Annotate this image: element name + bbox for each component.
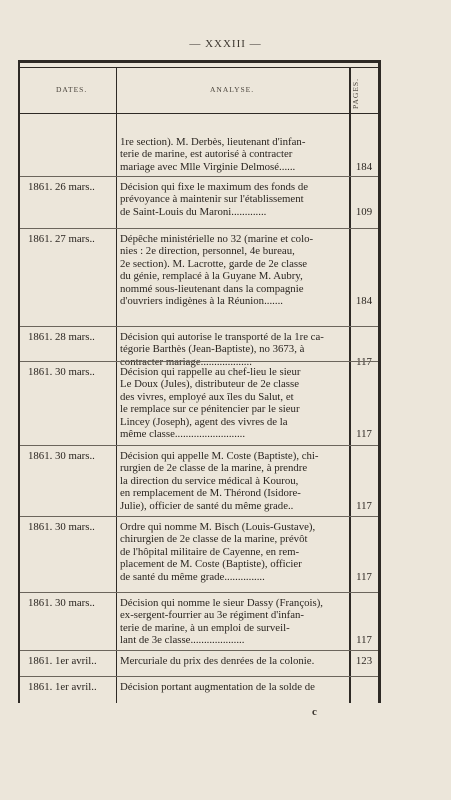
- analysis-line: le remplace sur ce pénitencier par le sieur: [120, 403, 300, 416]
- analysis-line: 2e section). M. Lacrotte, garde de 2e classe: [120, 257, 308, 270]
- entry-page: 109: [355, 205, 373, 218]
- entry-page: 123: [355, 655, 373, 667]
- row-divider: [20, 228, 378, 229]
- entry-date: 1861. 30 mars..: [28, 450, 95, 462]
- row-divider: [20, 326, 378, 327]
- analysis-line: de l'hôpital militaire de Cayenne, en rem-: [120, 545, 300, 558]
- row-divider: [20, 650, 378, 651]
- analysis-line: même classe..........................: [120, 428, 246, 441]
- entry-date: 1861. 1er avril..: [28, 681, 97, 693]
- entry-analysis: [120, 181, 346, 218]
- analysis-line: prévoyance à maintenir sur l'établissement: [120, 193, 304, 206]
- column-header-pages: PAGES.: [351, 78, 360, 110]
- entry-date: 1861. 28 mars..: [28, 331, 95, 343]
- entry-analysis: [120, 233, 346, 307]
- analysis-line: chirurgien de 2e classe de la marine, prévôt: [120, 533, 308, 546]
- analysis-line: Dépêche ministérielle no 32 (marine et colo-: [120, 233, 314, 245]
- analysis-line: de Saint-Louis du Maroni.............: [120, 205, 267, 218]
- entry-date: 1861. 30 mars..: [28, 597, 95, 609]
- entry-analysis: [120, 597, 346, 647]
- analysis-line: du génie, remplacé à la Guyane M. Aubry,: [120, 270, 303, 283]
- analysis-line: placement de M. Coste (Baptiste), officier: [120, 558, 302, 571]
- entry-analysis: [120, 655, 346, 667]
- analysis-line: terie de marine, est autorisé à contracter: [120, 148, 293, 161]
- entry-date: 1861. 26 mars..: [28, 181, 95, 193]
- dates-column-divider: [116, 67, 117, 703]
- row-divider: [20, 176, 378, 177]
- entry-analysis: [120, 450, 346, 512]
- analysis-line: Julie), officier de santé du même grade..: [120, 499, 294, 512]
- analysis-line: Décision qui appelle M. Coste (Baptiste), chi-: [120, 450, 319, 462]
- signature-mark: c: [312, 706, 317, 718]
- analysis-line: des vivres, employé aux îles du Salut, et: [120, 390, 294, 403]
- analysis-line: mariage avec Mlle Virginie Delmosé......: [120, 160, 296, 173]
- row-divider: [20, 516, 378, 517]
- entry-analysis: [120, 136, 346, 173]
- entry-date: 1861. 1er avril..: [28, 655, 97, 667]
- pages-column-divider: [349, 67, 351, 703]
- entry-date: 1861. 30 mars..: [28, 366, 95, 378]
- analysis-line: Lincey (Joseph), agent des vivres de la: [120, 415, 288, 428]
- analysis-line: d'ouvriers indigènes à la Réunion.......: [120, 295, 283, 308]
- table-frame: [18, 60, 381, 703]
- entry-date: 1861. 27 mars..: [28, 233, 95, 245]
- analysis-line: Mercuriale du prix des denrées de la colonie.: [120, 655, 315, 667]
- row-divider: [20, 361, 378, 362]
- analysis-line: Ordre qui nomme M. Bisch (Louis-Gustave),: [120, 521, 316, 533]
- analysis-line: en remplacement de M. Thérond (Isidore-: [120, 487, 301, 500]
- analysis-line: de santé du même grade...............: [120, 570, 265, 583]
- analysis-line: tégorie Barthès (Jean-Baptiste), no 3673, à: [120, 343, 305, 356]
- analysis-line: Le Doux (Jules), distributeur de 2e classe: [120, 378, 299, 391]
- analysis-line: terie de marine, à un emploi de surveil-: [120, 621, 290, 634]
- entry-analysis: [120, 366, 346, 440]
- analysis-line: la direction du service médical à Kourou,: [120, 474, 299, 487]
- page-number: — XXXIII —: [189, 38, 262, 50]
- entry-page: 184: [355, 295, 373, 307]
- analysis-line: ex-sergent-fourrier au 3e régiment d'infan-: [120, 609, 305, 622]
- column-header-dates: DATES.: [56, 85, 88, 94]
- column-header-analyse: ANALYSE.: [210, 85, 255, 94]
- analysis-line: Décision qui autorise le transporté de la 1re ca-: [120, 331, 324, 343]
- header-rule: [20, 113, 378, 114]
- analysis-line: Décision qui rappelle au chef-lieu le sieur: [120, 366, 301, 378]
- entry-page: 117: [356, 355, 372, 368]
- entry-page: 117: [356, 634, 372, 647]
- row-divider: [20, 445, 378, 446]
- entry-analysis: [120, 681, 346, 693]
- entry-analysis: [120, 331, 346, 368]
- row-divider: [20, 592, 378, 593]
- entry-page: 117: [356, 428, 372, 440]
- analysis-line: nommé sous-lieutenant dans la compagnie: [120, 282, 304, 295]
- entry-page: 184: [355, 160, 373, 173]
- row-divider: [20, 676, 378, 677]
- analysis-line: lant de 3e classe....................: [120, 634, 245, 647]
- analysis-line: Décision qui nomme le sieur Dassy (François),: [120, 597, 324, 609]
- analysis-line: Décision qui fixe le maximum des fonds de: [120, 181, 309, 193]
- analysis-line: Décision portant augmentation de la solde de: [120, 681, 315, 693]
- entry-page: 117: [356, 499, 372, 512]
- analysis-line: nies : 2e direction, personnel, 4e bureau,: [120, 245, 295, 258]
- entry-analysis: [120, 521, 346, 583]
- entry-page: 117: [356, 570, 372, 583]
- analysis-line: rurgien de 2e classe de la marine, à prendre: [120, 462, 308, 475]
- analysis-line: contracter mariage...................: [120, 355, 252, 368]
- entry-date: 1861. 30 mars..: [28, 521, 95, 533]
- analysis-line: 1re section). M. Derbès, lieutenant d'infan-: [120, 136, 306, 148]
